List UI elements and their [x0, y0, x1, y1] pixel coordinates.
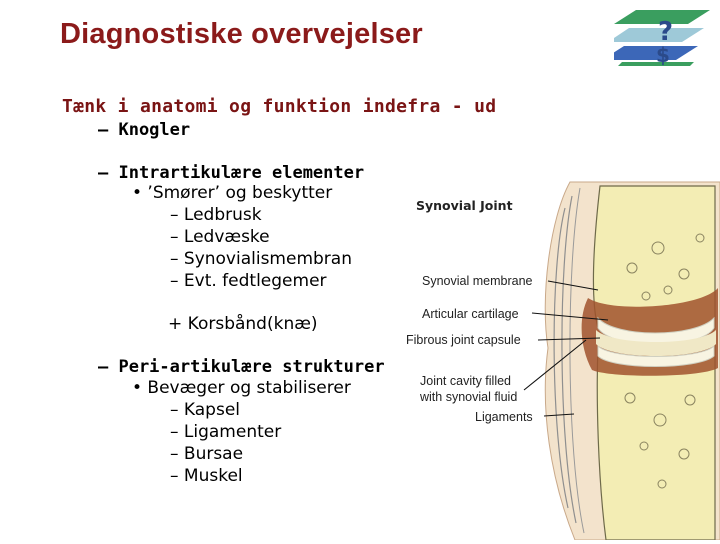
label-articular-cartilage: Articular cartilage — [422, 307, 519, 321]
outline-item-intraartikulaere: – Intrartikulære elementer — [98, 163, 365, 183]
outline-item-korsbaand: + Korsbånd(knæ) — [168, 314, 318, 334]
label-synovial-membrane: Synovial membrane — [422, 274, 533, 288]
figure-heading: Synovial Joint — [416, 198, 513, 213]
outline-subitem-bevaeger: • Bevæger og stabiliserer — [132, 378, 351, 398]
outline-subsubitem-fedtlegemer: – Evt. fedtlegemer — [170, 271, 327, 291]
synovial-joint-illustration — [400, 178, 720, 540]
svg-text:$: $ — [656, 43, 670, 66]
slide-subtitle: Tænk i anatomi og funktion indefra - ud — [62, 96, 497, 117]
outline-subsubitem-ledbrusk: – Ledbrusk — [170, 205, 262, 225]
outline-subsubitem-muskel: – Muskel — [170, 466, 243, 486]
logo-icon — [614, 10, 710, 66]
synovial-joint-figure — [400, 178, 720, 540]
slide-title: Diagnostiske overvejelser — [60, 18, 423, 50]
outline-item-periartikulaere: – Peri-artikulære strukturer — [98, 357, 385, 377]
outline-item-knogler: – Knogler — [98, 120, 191, 140]
label-joint-cavity-2: with synovial fluid — [420, 390, 518, 404]
outline-subitem-smoerer: • ’Smører’ og beskytter — [132, 183, 333, 203]
label-joint-cavity-1: Joint cavity filled — [420, 374, 512, 388]
outline-subsubitem-ligamenter: – Ligamenter — [170, 422, 282, 442]
label-fibrous-capsule: Fibrous joint capsule — [406, 333, 521, 347]
outline-subsubitem-synovialismembran: – Synovialismembran — [170, 249, 352, 269]
outline-subsubitem-bursae: – Bursae — [170, 444, 244, 464]
svg-text:?: ? — [658, 17, 674, 47]
label-ligaments: Ligaments — [475, 410, 533, 424]
outline-subsubitem-ledvaeske: – Ledvæske — [170, 227, 270, 247]
outline-subsubitem-kapsel: – Kapsel — [170, 400, 241, 420]
